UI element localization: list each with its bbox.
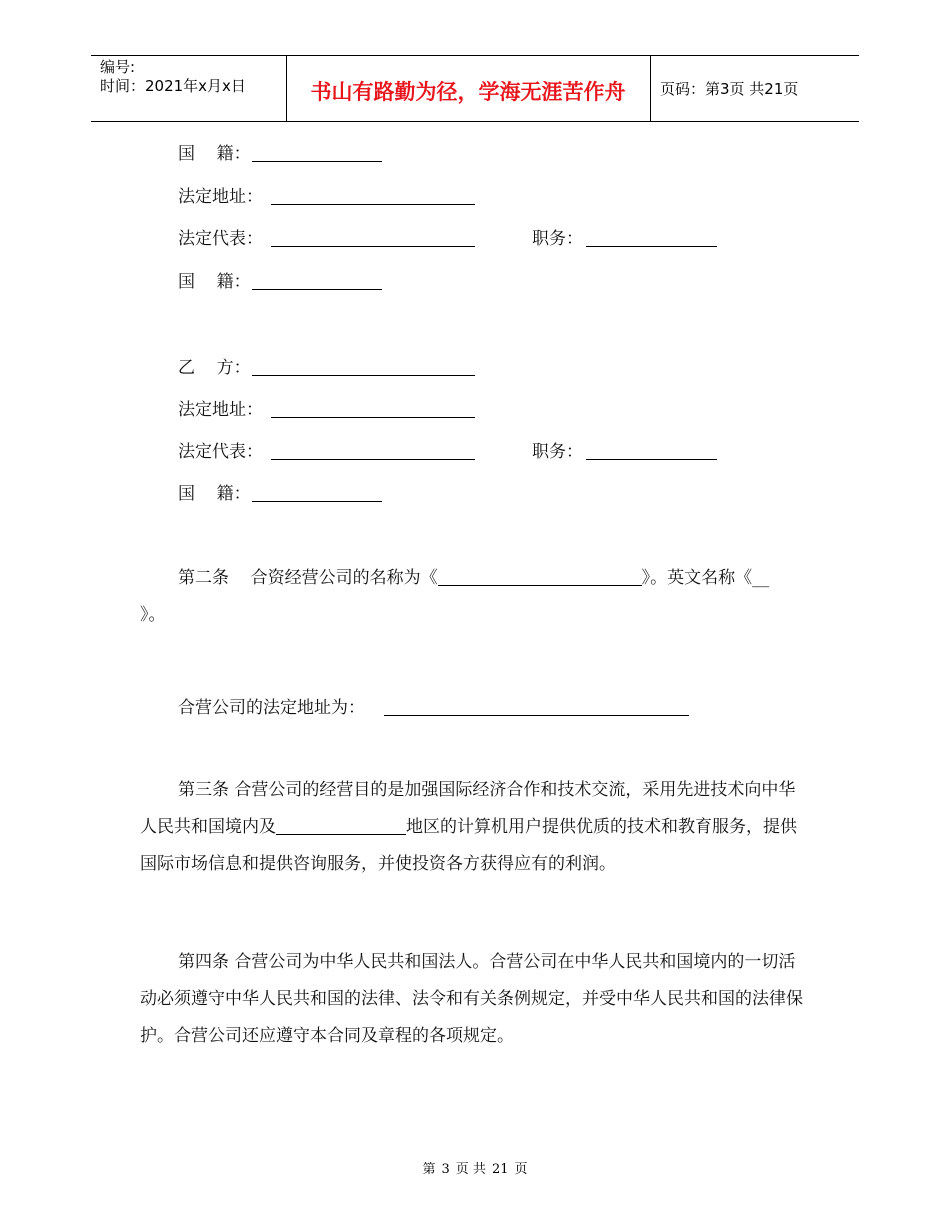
article-2-text-b: 》。英文名称《__ (641, 568, 770, 588)
article-2-text-c: 》。 (140, 605, 166, 625)
party-a-rep-field[interactable] (271, 246, 475, 247)
party-a-nationality-row (178, 143, 251, 165)
region-field[interactable] (276, 816, 406, 835)
article-3-text-a: 第三条 合营公司的经营目的是加强国际经济合作和技术交流，采用先进技术向中华人民共和国境内及 (140, 780, 796, 837)
address-label: 法定地址： (178, 400, 263, 420)
party-b-position-field[interactable] (586, 459, 717, 460)
company-address-label: 合营公司的法定地址为： (178, 698, 365, 718)
rep-label: 法定代表： (178, 442, 263, 462)
party-a-nationality-field[interactable] (252, 161, 382, 162)
footer-post: 页 (514, 1162, 528, 1177)
article-4-text: 第四条 合营公司为中华人民共和国法人。合营公司在中华人民共和国境内的一切活动必须遵守中华人民共和国的法律、法令和有关条例规定，并受中华人民共和国的法律保护。合营公司还应遵守本合同及章程的各项规定。 (140, 952, 803, 1046)
party-b-rep-field[interactable] (271, 459, 475, 460)
party-a-address-row (178, 186, 263, 208)
party-b-address-field[interactable] (271, 417, 475, 418)
serial-label: 编号: (100, 58, 136, 76)
party-a-nationality2-field[interactable] (252, 289, 382, 290)
party-a-position-field[interactable] (586, 246, 717, 247)
header-bottom-rule (91, 121, 859, 122)
article-4 (140, 944, 812, 1055)
party-b-label: 乙 方： (178, 358, 251, 378)
page-label: 页码：第3页 共21页 (660, 80, 799, 98)
company-address-row (178, 697, 365, 719)
nationality-label: 国 籍： (178, 144, 251, 164)
party-b-row (178, 357, 251, 379)
footer-page-number: 3 (441, 1162, 450, 1177)
party-b-nationality-row (178, 483, 251, 505)
company-address-field[interactable] (384, 715, 689, 716)
article-2 (140, 560, 812, 634)
article-3-text-b: 地区的计算机用户提供优质的技术和教育服务，提供国际市场信息和提供咨询服务，并使投资各方获得应有的利润。 (140, 817, 797, 874)
party-b-address-row (178, 399, 263, 421)
header-top-rule (91, 55, 859, 56)
page-footer (0, 1158, 950, 1177)
time-label: 时间：2021年x月x日 (100, 77, 246, 95)
nationality-label: 国 籍： (178, 272, 251, 292)
party-b-rep-row (178, 441, 263, 463)
footer-total-pages: 21 (491, 1162, 509, 1177)
party-b-nationality-field[interactable] (252, 501, 382, 502)
header-divider-right (650, 55, 651, 121)
party-a-nationality2-row (178, 271, 251, 293)
party-a-address-field[interactable] (271, 204, 475, 205)
footer-mid: 页 共 (455, 1162, 486, 1177)
nationality-label: 国 籍： (178, 484, 251, 504)
party-b-position-row (532, 441, 583, 463)
footer-pre: 第 (422, 1162, 436, 1177)
article-3 (140, 772, 812, 883)
motto: 书山有路勤为径，学海无涯苦作舟 (310, 80, 626, 104)
company-name-field[interactable] (438, 567, 642, 586)
rep-label: 法定代表： (178, 229, 263, 249)
party-b-name-field[interactable] (252, 375, 475, 376)
party-a-rep-row (178, 228, 263, 250)
position-label: 职务： (532, 229, 583, 249)
article-2-text-a: 第二条 合资经营公司的名称为《 (178, 568, 438, 588)
address-label: 法定地址： (178, 187, 263, 207)
position-label: 职务： (532, 442, 583, 462)
party-a-position-row (532, 228, 583, 250)
